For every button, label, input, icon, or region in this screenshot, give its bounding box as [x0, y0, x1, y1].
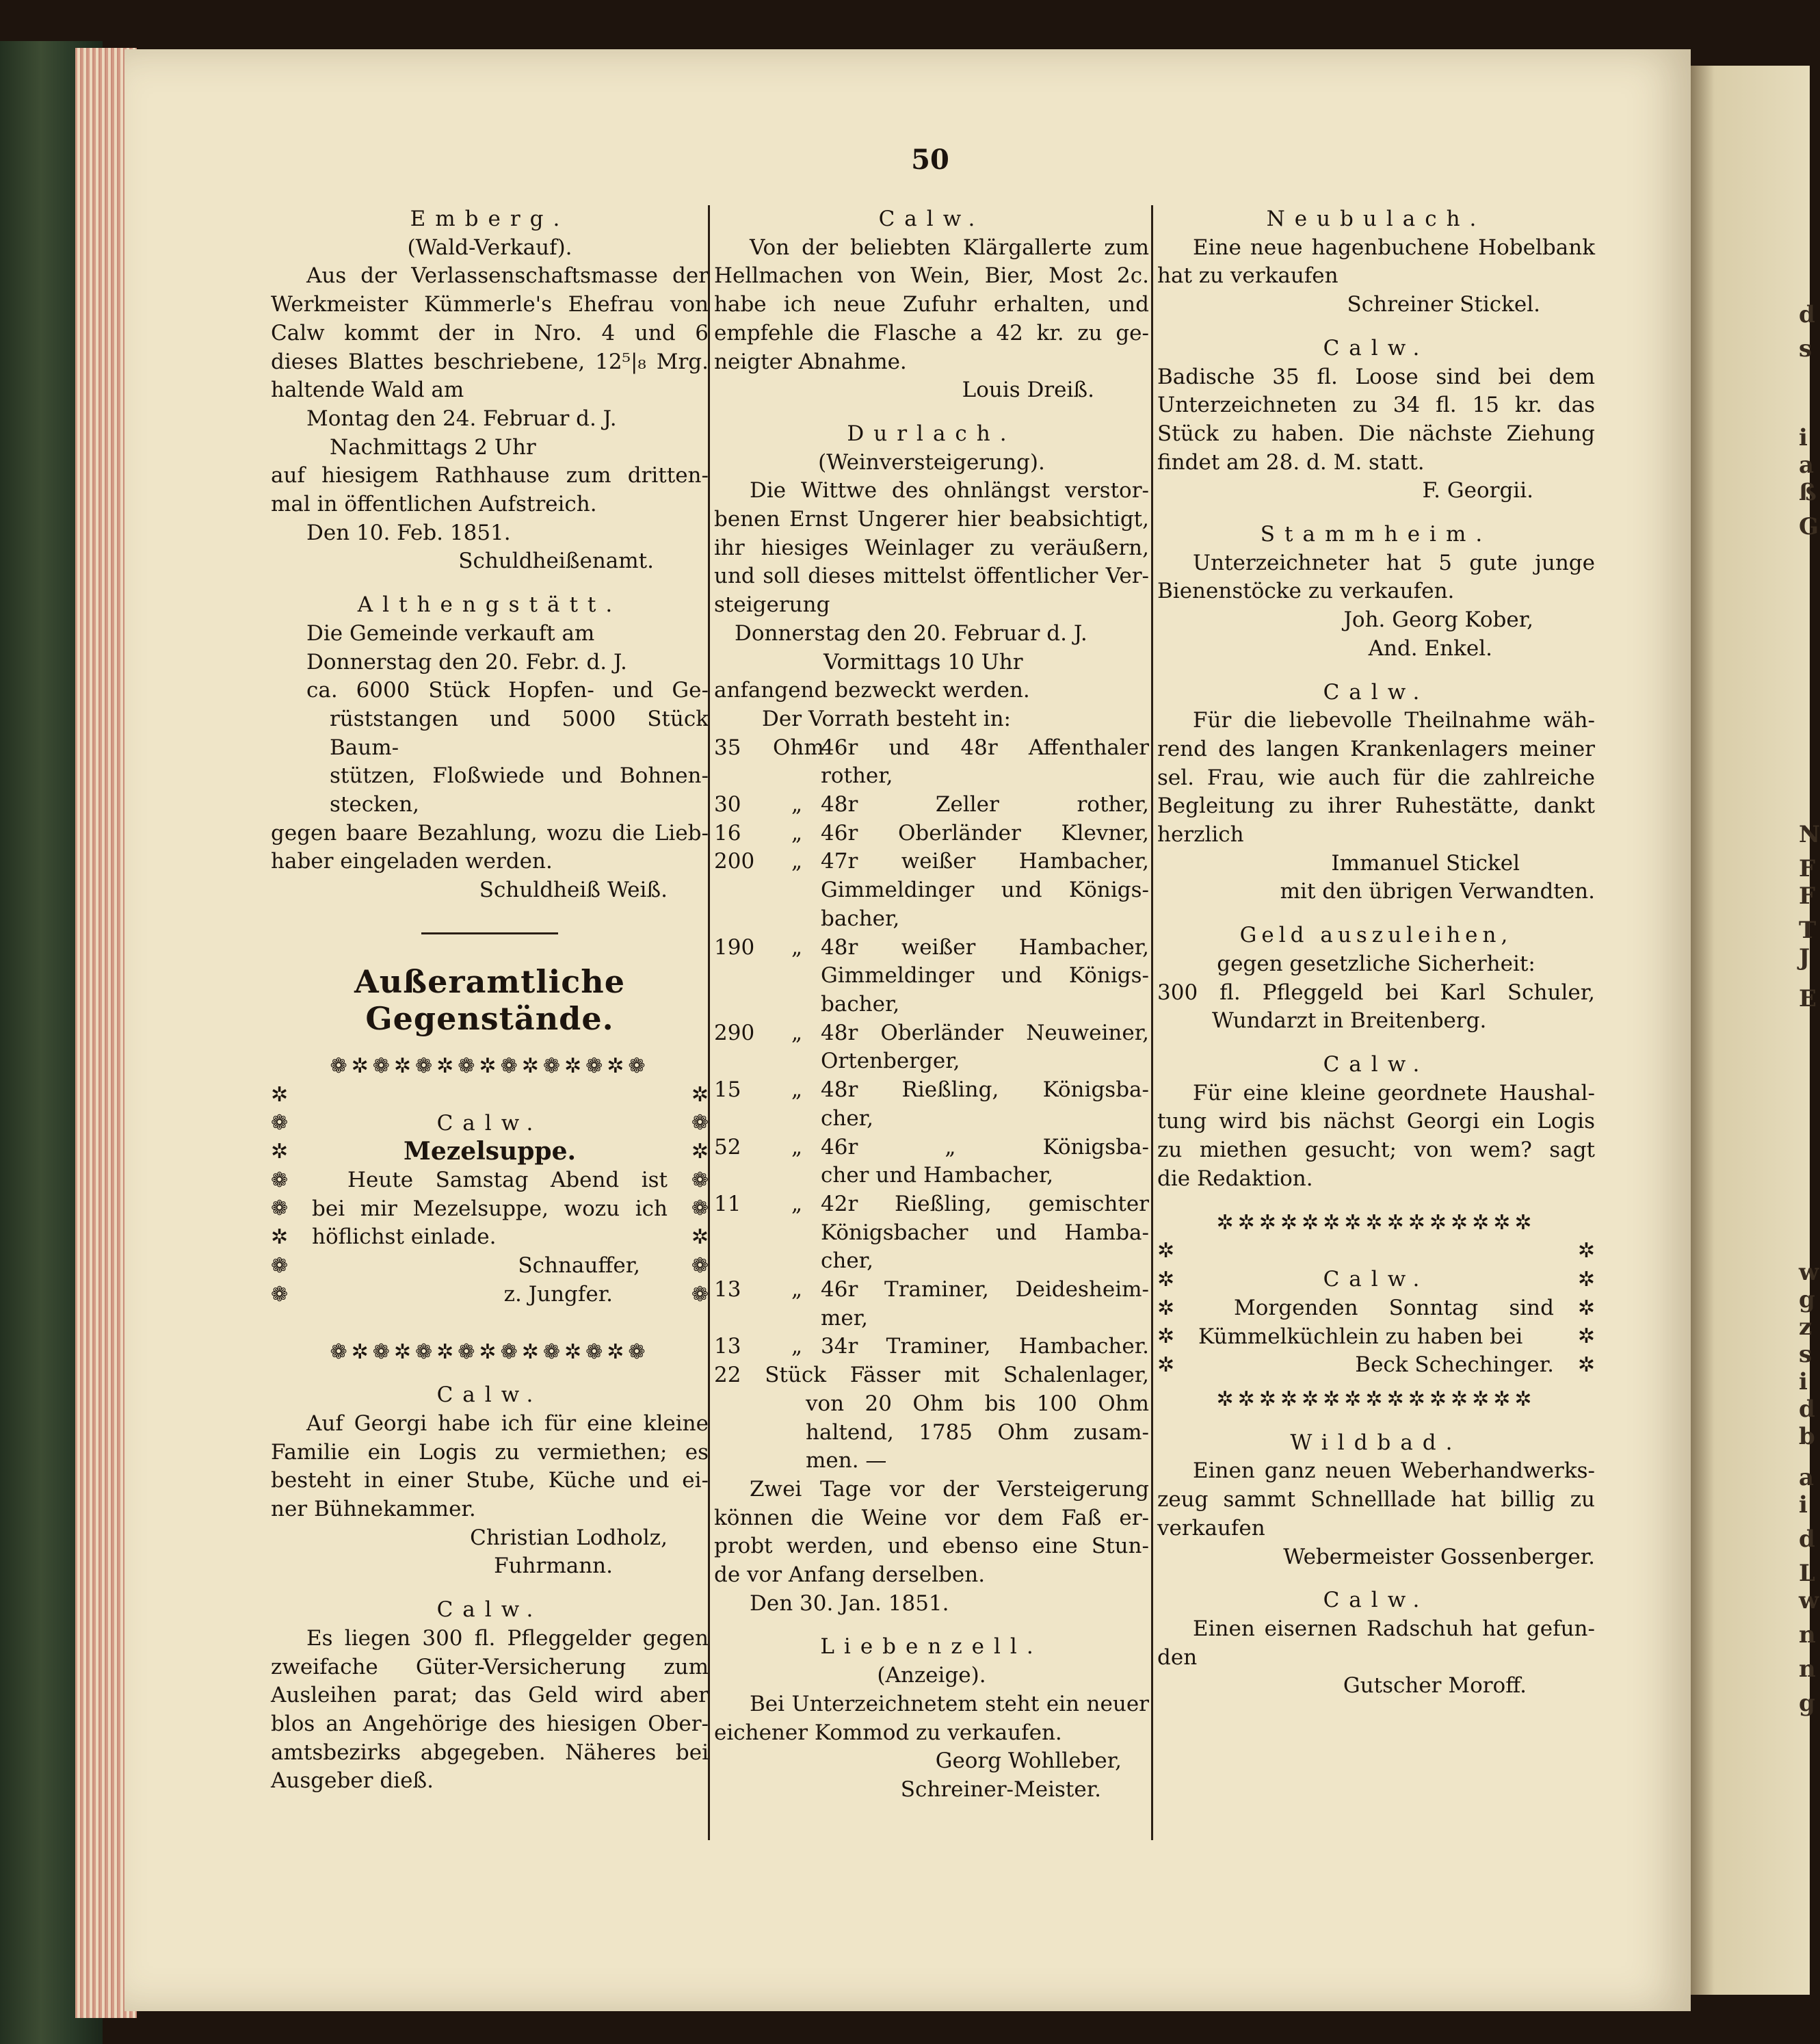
- text-line: Bei Unterzeichnetem steht ein neuer: [750, 1691, 1149, 1716]
- text-line: eichener Kommod zu verkaufen.: [714, 1720, 1062, 1745]
- text-line: zweifache Güter-Versicherung zum: [271, 1654, 709, 1679]
- text-line: Für eine kleine geordnete Haushal-: [1193, 1080, 1595, 1105]
- inventory-unit: „: [791, 1020, 803, 1045]
- inventory-row: [714, 848, 1149, 876]
- inventory-row: [714, 1190, 1149, 1219]
- inventory-description: Königsbacher und Hamba-: [821, 1220, 1149, 1245]
- section-divider: [421, 932, 558, 934]
- text-line: ca. 6000 Stück Hopfen- und Ge-: [306, 678, 709, 703]
- inventory-row: [714, 1047, 1149, 1076]
- inventory-amount: 11: [714, 1191, 741, 1216]
- right-page-fragment-letter: J: [1799, 944, 1810, 971]
- inventory-row: [714, 1333, 1149, 1361]
- right-page-fragment-letter: i: [1799, 1368, 1808, 1396]
- right-page-fragment-letter: a: [1799, 1464, 1815, 1491]
- text-line: Stück zu haben. Die nächste Ziehung: [1157, 421, 1595, 446]
- right-page-fragment-letter: n: [1799, 1655, 1816, 1683]
- inventory-amount: 16: [714, 820, 741, 846]
- right-page-fragment-letter: ß: [1799, 479, 1817, 506]
- ornament-border-right: ✲ ❁ ✲ ❁ ❁ ✲ ❁ ❁: [691, 1082, 709, 1307]
- notice-radschuh: [1157, 1586, 1595, 1701]
- ornament-border-top: ❁✲❁✲❁✲❁✲❁✲❁✲❁✲❁: [330, 1053, 650, 1078]
- inventory-description: cher und Hambacher,: [821, 1163, 1054, 1188]
- place-name: Calw.: [1323, 1051, 1429, 1077]
- inventory-row: [714, 1019, 1149, 1048]
- text-line: haltend, 1785 Ohm zusam-: [806, 1419, 1149, 1445]
- text-line: rüststangen und 5000 Stück Baum-: [330, 706, 709, 760]
- place-name: Emberg.: [410, 207, 570, 231]
- inventory-amount: 15: [714, 1077, 741, 1103]
- text-line: ner Bühnekammer.: [271, 1497, 476, 1522]
- ad-kuemmelkuechlein: [1157, 1209, 1595, 1414]
- right-page-fragment-letter: G: [1799, 513, 1819, 540]
- inventory-row: [714, 1105, 1149, 1134]
- inventory-description: Gimmeldinger und Königs-: [821, 963, 1149, 988]
- signature: Fuhrmann.: [494, 1554, 613, 1579]
- notice-subtitle: (Weinversteigerung).: [818, 449, 1045, 475]
- text-line: herzlich: [1157, 822, 1244, 848]
- signature: Schnauffer,: [518, 1253, 640, 1279]
- text-line: Aus der Verlassenschaftsmasse der: [306, 263, 709, 289]
- text-line: Die Gemeinde verkauft am: [306, 620, 595, 646]
- right-page-fragment-letter: d: [1799, 301, 1815, 328]
- ornament-border-bottom: ❁✲❁✲❁✲❁✲❁✲❁✲❁✲❁: [330, 1339, 650, 1364]
- text-line: gegen baare Bezahlung, wozu die Lieb-: [271, 820, 709, 846]
- signature: Schuldheiß Weiß.: [479, 878, 668, 903]
- place-name: Calw.: [1323, 679, 1429, 705]
- inventory-unit: „: [791, 934, 803, 960]
- signature: Louis Dreiß.: [962, 378, 1094, 403]
- inventory-description: 47r weißer Hambacher,: [821, 849, 1149, 874]
- right-page-fragment-letter: F: [1799, 855, 1816, 882]
- inventory-amount: 13: [714, 1277, 741, 1302]
- inventory-amount: 13: [714, 1334, 741, 1359]
- column-2: [714, 205, 1149, 1805]
- signature: Immanuel Stickel: [1331, 850, 1520, 876]
- text-line: de vor Anfang derselben.: [714, 1562, 986, 1588]
- right-page-fragment-letter: F: [1799, 882, 1816, 910]
- text-line: Hellmachen von Wein, Bier, Most 2c.: [714, 263, 1149, 289]
- notice-durlach: [714, 420, 1149, 1619]
- dated-line: Den 10. Feb. 1851.: [306, 520, 511, 545]
- right-page-fragment-letter: n: [1799, 1621, 1816, 1649]
- notice-emberg: [271, 205, 709, 576]
- inventory-row: [714, 991, 1149, 1019]
- text-line: Ausleihen parat; das Geld wird aber: [271, 1683, 709, 1708]
- place-name: Calw.: [1323, 1588, 1429, 1613]
- text-line: Auf Georgi habe ich für eine kleine: [306, 1411, 709, 1436]
- inventory-description: rother,: [821, 763, 893, 789]
- inventory-unit: Ohm: [773, 735, 824, 760]
- signature: Gutscher Moroff.: [1343, 1673, 1527, 1699]
- time-line: Nachmittags 2 Uhr: [330, 434, 536, 460]
- text-line: Der Vorrath besteht in:: [762, 706, 1011, 731]
- right-page-fragment-letter: T: [1799, 917, 1817, 944]
- text-line: Familie ein Logis zu vermiethen; es: [271, 1439, 709, 1465]
- text-line: tung wird bis nächst Georgi ein Logis: [1157, 1109, 1595, 1134]
- ad-title: Mezelsuppe.: [404, 1137, 576, 1166]
- notice-danksagung: [1157, 679, 1595, 907]
- inventory-unit: „: [791, 792, 803, 817]
- date-line: Donnerstag den 20. Febr. d. J.: [306, 649, 627, 674]
- text-line: auf hiesigem Rathhause zum dritten-: [271, 463, 709, 488]
- notice-subtitle: (Wald-Verkauf).: [407, 235, 572, 260]
- text-line: zeug sammt Schnelllade hat billig zu: [1157, 1487, 1595, 1512]
- notice-loose: [1157, 335, 1595, 506]
- right-page-fragment-letter: z: [1799, 1313, 1812, 1341]
- notice-liebenzell: [714, 1633, 1149, 1804]
- text-line: Eine neue hagenbuchene Hobelbank: [1193, 235, 1595, 260]
- column-divider-2: [1151, 205, 1153, 1840]
- notice-haushalt: [1157, 1051, 1595, 1194]
- inventory-row: [714, 1134, 1149, 1162]
- inventory-amount: 200: [714, 849, 755, 874]
- inventory-description: 34r Traminer, Hambacher.: [821, 1334, 1149, 1359]
- text-line: 300 fl. Pfleggeld bei Karl Schuler,: [1157, 980, 1595, 1005]
- right-page-fragment-letter: i: [1799, 424, 1808, 451]
- signature: Webermeister Gossenberger.: [1283, 1544, 1595, 1569]
- text-line: Von der beliebten Klärgallerte zum: [750, 235, 1149, 260]
- notice-subtitle: (Anzeige).: [877, 1663, 986, 1688]
- ornament-border-bottom: ✲✲✲✲✲✲✲✲✲✲✲✲✲✲✲: [1216, 1387, 1536, 1412]
- text-line: zu miethen gesucht; von wem? sagt: [1157, 1138, 1595, 1163]
- place-name: Calw.: [436, 1110, 543, 1136]
- signature: Schreiner-Meister.: [900, 1777, 1101, 1802]
- text-line: benen Ernst Ungerer hier beabsichtigt,: [714, 507, 1149, 532]
- notice-althengstaett: [271, 591, 709, 905]
- text-line: Unterzeichneten zu 34 fl. 15 kr. das: [1157, 393, 1595, 418]
- text-line: Kümmelküchlein zu haben bei: [1198, 1324, 1523, 1349]
- text-line: die Redaktion.: [1157, 1166, 1313, 1191]
- signature: Schreiner Stickel.: [1347, 292, 1540, 317]
- text-line: dieses Blattes beschriebene, 12⁵|₈ Mrg.: [271, 349, 709, 374]
- inventory-description: mer,: [821, 1305, 869, 1331]
- place-name: Althengstätt.: [357, 592, 622, 618]
- inventory-row: [714, 905, 1149, 934]
- column-3: [1157, 205, 1595, 1701]
- right-page-fragment-letter: a: [1799, 451, 1815, 479]
- signature: Beck Schechinger.: [1355, 1352, 1554, 1378]
- notice-title: Geld auszuleihen,: [1239, 923, 1513, 948]
- inventory-description: 48r weißer Hambacher,: [821, 934, 1149, 960]
- inventory-row: [714, 1305, 1149, 1333]
- text-line: haltende Wald am: [271, 378, 464, 403]
- text-line: können die Weine vor dem Faß er-: [714, 1505, 1149, 1530]
- text-line: Zwei Tage vor der Versteigerung: [750, 1476, 1149, 1502]
- inventory-description: 46r „ Königsba-: [821, 1134, 1149, 1159]
- date-line: Donnerstag den 20. Februar d. J.: [735, 620, 1087, 646]
- inventory-description: cher,: [821, 1248, 873, 1274]
- text-line: bei mir Mezelsuppe, wozu ich: [312, 1196, 668, 1221]
- inventory-unit: „: [791, 1077, 803, 1103]
- inventory-unit: „: [791, 1134, 803, 1159]
- text-line: Calw kommt der in Nro. 4 und 6: [271, 320, 709, 345]
- signature: z. Jungfer.: [503, 1281, 613, 1307]
- right-page-fragment-letter: s: [1799, 1341, 1812, 1368]
- text-line: sel. Frau, wie auch für die zahlreiche: [1157, 765, 1595, 790]
- page-number: 50: [911, 144, 949, 176]
- inventory-amount: 52: [714, 1134, 741, 1159]
- place-name: Calw.: [1323, 1267, 1429, 1292]
- text-line: Für die liebevolle Theilnahme wäh-: [1193, 708, 1595, 733]
- notice-neubulach: [1157, 205, 1595, 319]
- text-line: rend des langen Krankenlagers meiner: [1157, 736, 1595, 761]
- right-page-fragment: [1691, 66, 1820, 1995]
- inventory-unit: „: [791, 849, 803, 874]
- text-line: blos an Angehörige des hiesigen Ober-: [271, 1711, 709, 1736]
- right-page-fragment-letter: w: [1799, 1587, 1819, 1614]
- text-line: Morgenden Sonntag sind: [1234, 1295, 1554, 1320]
- right-page-fragment-letter: i: [1799, 1491, 1808, 1519]
- text-line: amtsbezirks abgegeben. Näheres bei: [271, 1740, 709, 1765]
- text-line: men. —: [806, 1448, 887, 1473]
- text-line: empfehle die Flasche a 42 kr. zu ge-: [714, 320, 1149, 345]
- text-line: 22 Stück Fässer mit Schalenlager,: [714, 1363, 1149, 1388]
- ad-mezelsuppe: [271, 1052, 709, 1366]
- text-line: Ausgeber dieß.: [271, 1768, 434, 1794]
- inventory-row: [714, 1276, 1149, 1305]
- right-page-fragment-letter: g: [1799, 1690, 1815, 1717]
- notice-logis: [271, 1381, 709, 1581]
- inventory-description: 48r Oberländer Neuweiner,: [821, 1020, 1149, 1045]
- inventory-description: Gimmeldinger und Königs-: [821, 878, 1149, 903]
- inventory-row: [714, 1076, 1149, 1105]
- time-line: Vormittags 10 Uhr: [823, 649, 1023, 674]
- signature: Christian Lodholz,: [470, 1525, 668, 1550]
- text-line: Es liegen 300 fl. Pfleggelder gegen: [306, 1625, 709, 1651]
- right-page-fragment-letter: w: [1799, 1259, 1819, 1286]
- text-line: und soll dieses mittelst öffentlicher Ver-: [714, 564, 1149, 589]
- inventory-description: bacher,: [821, 906, 900, 931]
- place-name: Calw.: [436, 1383, 543, 1408]
- ornament-border-left: ✲ ❁ ✲ ❁ ❁ ✲ ❁ ❁: [271, 1082, 289, 1307]
- inventory-description: 46r Traminer, Deidesheim-: [821, 1277, 1149, 1302]
- date-line: Montag den 24. Februar d. J.: [306, 406, 617, 431]
- text-line: Unterzeichneter hat 5 gute junge: [1193, 550, 1595, 575]
- notice-subtitle: gegen gesetzliche Sicherheit:: [1217, 951, 1535, 976]
- text-line: stecken,: [330, 792, 420, 817]
- signature: Schuldheißenamt.: [458, 549, 654, 574]
- inventory-row: [714, 1219, 1149, 1248]
- text-line: anfangend bezweckt werden.: [714, 678, 1030, 703]
- text-line: steigerung: [714, 592, 830, 618]
- signature: And. Enkel.: [1368, 636, 1492, 661]
- inventory-description: 46r und 48r Affenthaler: [821, 735, 1149, 760]
- section-heading: Außeramtliche Gegenstände.: [354, 962, 625, 1037]
- right-page-fragment-letter: d: [1799, 1525, 1815, 1553]
- place-name: Stammheim.: [1260, 522, 1492, 547]
- text-line: den: [1157, 1645, 1198, 1670]
- inventory-amount: 30: [714, 792, 741, 817]
- text-line: Wundarzt in Breitenberg.: [1212, 1008, 1487, 1034]
- notice-geld: [1157, 921, 1595, 1036]
- place-name: Calw.: [1323, 335, 1429, 361]
- inventory-description: 48r Zeller rother,: [821, 792, 1149, 817]
- notice-wildbad: [1157, 1429, 1595, 1572]
- notice-stammheim: [1157, 521, 1595, 664]
- notice-pfleggelder: [271, 1596, 709, 1796]
- inventory-row: [714, 934, 1149, 962]
- text-line: hat zu verkaufen: [1157, 263, 1338, 289]
- place-name: Calw.: [436, 1597, 543, 1623]
- ornament-border-right: ✲ ✲ ✲ ✲ ✲: [1577, 1239, 1595, 1378]
- text-line: probt werden, und ebenso eine Stun-: [714, 1534, 1149, 1559]
- right-page-fragment-letter: d: [1799, 1396, 1815, 1423]
- signature: Joh. Georg Kober,: [1343, 607, 1533, 633]
- text-line: stützen, Floßwiede und Bohnen-: [330, 763, 709, 789]
- inventory-row: [714, 734, 1149, 763]
- right-page-fragment-letter: s: [1799, 335, 1812, 363]
- place-name: Wildbad.: [1290, 1430, 1462, 1455]
- text-line: Einen ganz neuen Weberhandwerks-: [1193, 1458, 1595, 1484]
- text-line: besteht in einer Stube, Küche und ei-: [271, 1468, 709, 1493]
- text-line: verkaufen: [1157, 1515, 1265, 1541]
- place-name: Calw.: [878, 207, 985, 231]
- place-name: Durlach.: [847, 421, 1016, 446]
- signature: F. Georgii.: [1422, 478, 1533, 503]
- right-page-fragment-letter: g: [1799, 1286, 1815, 1313]
- text-line: Begleitung zu ihrer Ruhestätte, dankt: [1157, 794, 1595, 819]
- text-line: Heute Samstag Abend ist: [347, 1167, 668, 1192]
- right-page-fragment-letter: N: [1799, 821, 1820, 848]
- inventory-description: 46r Oberländer Klevner,: [821, 820, 1149, 846]
- inventory-row: [714, 1162, 1149, 1190]
- inventory-unit: „: [791, 820, 803, 846]
- inventory-amount: 190: [714, 934, 755, 960]
- text-line: höflichst einlade.: [312, 1224, 497, 1250]
- text-line: Einen eisernen Radschuh hat gefun-: [1193, 1616, 1595, 1641]
- inventory-description: bacher,: [821, 991, 900, 1017]
- signature: mit den übrigen Verwandten.: [1280, 879, 1595, 904]
- inventory-row: [714, 762, 1149, 791]
- column-1: [271, 205, 709, 1796]
- right-page-fragment-letter: b: [1799, 1423, 1815, 1450]
- inventory-row: [714, 791, 1149, 820]
- dated-line: Den 30. Jan. 1851.: [750, 1590, 949, 1616]
- inventory-row: [714, 820, 1149, 848]
- text-line: Bienenstöcke zu verkaufen.: [1157, 579, 1455, 604]
- text-line: mal in öffentlichen Aufstreich.: [271, 492, 597, 517]
- inventory-unit: „: [791, 1191, 803, 1216]
- place-name: Liebenzell.: [820, 1634, 1043, 1660]
- signature: Georg Wohlleber,: [935, 1748, 1122, 1774]
- text-line: Die Wittwe des ohnlängst verstor-: [750, 478, 1149, 503]
- text-line: von 20 Ohm bis 100 Ohm: [806, 1391, 1149, 1416]
- inventory-row: [714, 876, 1149, 905]
- notice-klaergallerte: [714, 205, 1149, 405]
- text-line: ihr hiesiges Weinlager zu veräußern,: [714, 535, 1149, 560]
- place-name: Neubulach.: [1266, 207, 1486, 231]
- text-line: neigter Abnahme.: [714, 349, 907, 374]
- inventory-description: 48r Rießling, Königsba-: [821, 1077, 1149, 1103]
- right-page-fragment-letter: L: [1799, 1560, 1815, 1587]
- inventory-unit: „: [791, 1334, 803, 1359]
- inventory-unit: „: [791, 1277, 803, 1302]
- wine-inventory: [714, 734, 1149, 1361]
- text-line: habe ich neue Zufuhr erhalten, und: [714, 292, 1149, 317]
- inventory-row: [714, 962, 1149, 991]
- text-line: Badische 35 fl. Loose sind bei dem: [1157, 364, 1595, 389]
- text-line: haber eingeladen werden.: [271, 849, 553, 874]
- ornament-border-left: ✲ ✲ ✲ ✲ ✲: [1157, 1239, 1175, 1378]
- inventory-row: [714, 1247, 1149, 1276]
- text-line: Werkmeister Kümmerle's Ehefrau von: [271, 292, 709, 317]
- inventory-amount: 290: [714, 1020, 755, 1045]
- ornament-border-top: ✲✲✲✲✲✲✲✲✲✲✲✲✲✲✲: [1216, 1210, 1536, 1235]
- inventory-description: Ortenberger,: [821, 1049, 960, 1074]
- text-line: findet am 28. d. M. statt.: [1157, 449, 1425, 475]
- right-page-fragment-letter: E: [1799, 985, 1817, 1012]
- inventory-description: cher,: [821, 1105, 873, 1131]
- inventory-amount: 35: [714, 735, 741, 760]
- inventory-description: 42r Rießling, gemischter: [821, 1191, 1149, 1216]
